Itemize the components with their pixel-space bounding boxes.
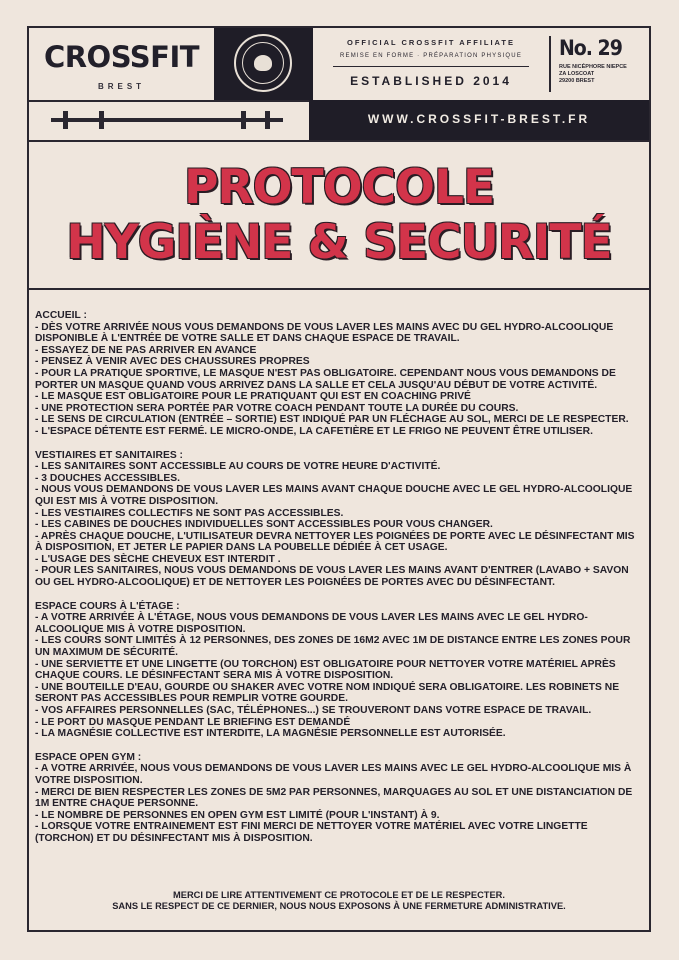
section-gap xyxy=(35,438,641,450)
header-row-2 xyxy=(29,100,649,142)
section xyxy=(35,450,641,589)
section-title: VESTIAIRES ET SANITAIRES : xyxy=(35,449,183,461)
footer-line: MERCI DE LIRE ATTENTIVEMENT CE PROTOCOLE ET DE LE RESPECTER. xyxy=(173,890,505,900)
affiliate-label: OFFICIAL CROSSFIT AFFILIATE xyxy=(346,38,516,47)
section xyxy=(35,310,641,438)
section-gap xyxy=(35,740,641,752)
list-item: - LES CABINES DE DOUCHES INDIVIDUELLES SONT ACCESSIBLES POUR VOUS CHANGER. xyxy=(35,519,493,531)
tagline: REMISE EN FORME · PRÉPARATION PHYSIQUE xyxy=(339,53,523,59)
address-line: ZA LOSCOAT xyxy=(559,71,595,77)
logo-box xyxy=(214,28,313,100)
address-line: RUE NICÉPHORE NIEPCE xyxy=(559,64,627,70)
list-item: - PENSEZ À VENIR AVEC DES CHAUSSURES PROPRES xyxy=(35,356,310,368)
list-item: - UNE BOUTEILLE D'EAU, GOURDE OU SHAKER AVEC VOTRE NOM INDIQUÉ SERA OBLIGATOIRE. LES ROBINETS NE SERONT PAS ACCESSIBLES POUR REMPLIR VOTRE GOURDE. xyxy=(35,681,620,705)
address-line: 29200 BREST xyxy=(559,78,595,84)
list-item: - L'ESPACE DÉTENTE EST FERMÉ. LE MICRO-ONDE, LA CAFETIÈRE ET LE FRIGO NE PEUVENT ÊTRE UTILISER. xyxy=(35,425,593,437)
brand-subtitle: BREST xyxy=(97,82,146,91)
list-item: - LE MASQUE EST OBLIGATOIRE POUR LE PRATIQUANT QUI EST EN COACHING PRIVÉ xyxy=(35,391,471,403)
section-gap xyxy=(35,589,641,601)
list-item: - LES VESTIAIRES COLLECTIFS NE SONT PAS ACCESSIBLES. xyxy=(35,507,344,519)
list-item: - A VOTRE ARRIVÉE, NOUS VOUS DEMANDONS DE VOUS LAVER LES MAINS AVEC LE GEL HYDRO-ALCOOLIQUE MIS À VOTRE DISPOSITION. xyxy=(35,763,632,786)
list-item: - LES SANITAIRES SONT ACCESSIBLE AU COURS DE VOTRE HEURE D'ACTIVITÉ. xyxy=(35,461,441,473)
list-item: - L'USAGE DES SÈCHE CHEVEUX EST INTERDIT . xyxy=(35,553,281,565)
list-item: - LA MAGNÉSIE COLLECTIVE EST INTERDITE, LA MAGNÉSIE PERSONNELLE EST AUTORISÉE. xyxy=(35,728,506,740)
list-item: - DÈS VOTRE ARRIVÉE NOUS VOUS DEMANDONS DE VOUS LAVER LES MAINS AVEC DU GEL HYDRO-ALCOOLIQUE DISPONIBLE À L'ENTRÉE DE VOTRE SALLE ET DANS CHAQUE ESPACE DE TRAVAIL. xyxy=(35,321,614,345)
list-item: - APRÈS CHAQUE DOUCHE, L'UTILISATEUR DEVRA NETTOYER LES POIGNÉES DE PORTE AVEC LE DÉSINFECTANT MIS À DISPOSITION, ET JETER LE PAPIER DANS LA POUBELLE DÉDIÉE À CET USAGE. xyxy=(35,530,635,554)
barbell-icon xyxy=(29,100,309,140)
list-item: - LORSQUE VOTRE ENTRAINEMENT EST FINI MERCI DE NETTOYER VOTRE MATÉRIEL AVEC VOTRE LINGETTE (TORCHON) ET DU DÉSINFECTANT MIS À DISPOSITION. xyxy=(35,821,588,844)
list-item: - POUR LES SANITAIRES, NOUS VOUS DEMANDONS DE VOUS LAVER LES MAINS AVANT D'ENTRER (LAVABO + SAVON OU GEL HYDRO-ALCOOLIQUE) ET DE NETTOYER LES POIGNÉES DE PORTES AVEC DU DÉSINFECTANT. xyxy=(35,565,629,589)
list-item: - LE PORT DU MASQUE PENDANT LE BRIEFING EST DEMANDÉ xyxy=(35,716,351,728)
issue-number: No. 29 xyxy=(559,36,622,60)
website-box xyxy=(309,100,649,140)
footer-note xyxy=(29,890,649,912)
list-item: - NOUS VOUS DEMANDONS DE VOUS LAVER LES MAINS AVANT CHAQUE DOUCHE AVEC LE GEL HYDRO-ALCOOLIQUE QUI EST MIS À VOTRE DISPOSITION. xyxy=(35,484,633,507)
footer-line: SANS LE RESPECT DE CE DERNIER, NOUS NOUS EXPOSONS À UNE FERMETURE ADMINISTRATIVE. xyxy=(112,901,566,911)
list-item: - LE NOMBRE DE PERSONNES EN OPEN GYM EST LIMITÉ (POUR L'INSTANT) À 9. xyxy=(35,809,440,821)
brand-name: CROSSFIT xyxy=(43,40,200,74)
page-title-line-1: PROTOCOLE xyxy=(183,160,495,215)
website-url[interactable]: WWW.CROSSFIT-BREST.FR xyxy=(367,112,591,126)
section-title: ESPACE COURS À L'ÉTAGE : xyxy=(35,600,180,612)
list-item: - MERCI DE BIEN RESPECTER LES ZONES DE 5M2 PAR PERSONNES, MARQUAGES AU SOL ET UNE DISTANCIATION DE 1M ENTRE CHAQUE PERSONNE. xyxy=(35,786,633,810)
protocol-content xyxy=(35,310,641,845)
list-item: - ESSAYEZ DE NE PAS ARRIVER EN AVANCE xyxy=(35,344,257,356)
divider xyxy=(29,288,649,290)
list-item: - LES COURS SONT LIMITÉS À 12 PERSONNES, DES ZONES DE 16M2 AVEC 1M DE DISTANCE ENTRE LES ZONES POUR UN MAXIMUM DE SÉCURITÉ. xyxy=(35,635,631,659)
list-item: - 3 DOUCHES ACCESSIBLES. xyxy=(35,472,180,484)
issue-block xyxy=(549,36,645,92)
header xyxy=(29,28,649,102)
list-item: - A VOTRE ARRIVÉE À L'ÉTAGE, NOUS VOUS DEMANDONS DE VOUS LAVER LES MAINS AVEC LE GEL HYDRO-ALCOOLIQUE MIS À VOTRE DISPOSITION. xyxy=(35,612,588,635)
kettlebell-logo-icon xyxy=(234,34,292,92)
section-title: ACCUEIL : xyxy=(35,310,87,321)
poster-frame xyxy=(27,26,651,932)
divider xyxy=(333,66,529,67)
section-title: ESPACE OPEN GYM : xyxy=(35,751,142,763)
brand xyxy=(29,28,214,100)
page-title-line-2: HYGIÈNE & SECURITÉ xyxy=(66,215,612,270)
section xyxy=(35,601,641,740)
list-item: - UNE PROTECTION SERA PORTÉE PAR VOTRE COACH PENDANT TOUTE LA DURÉE DU COURS. xyxy=(35,402,519,414)
established-label: ESTABLISHED 2014 xyxy=(350,74,512,88)
affiliate-info xyxy=(313,28,549,100)
list-item: - POUR LA PRATIQUE SPORTIVE, LE MASQUE N'EST PAS OBLIGATOIRE. CEPENDANT NOUS VOUS DEMANDONS DE PORTER UN MASQUE QUAND VOUS ARRIVEZ DANS LA SALLE ET CELA JUSQU'AU DÉBUT DE VOTRE ACTIVITÉ. xyxy=(35,367,616,391)
list-item: - LE SENS DE CIRCULATION (ENTRÉE – SORTIE) EST INDIQUÉ PAR UN FLÉCHAGE AU SOL, MERCI DE LE RESPECTER. xyxy=(35,414,629,426)
list-item: - UNE SERVIETTE ET UNE LINGETTE (OU TORCHON) EST OBLIGATOIRE POUR NETTOYER VOTRE MATÉRIEL APRÈS CHAQUE COURS. LE DÉSINFECTANT SERA MIS À VOTRE DISPOSITION. xyxy=(35,658,616,682)
list-item: - VOS AFFAIRES PERSONNELLES (SAC, TÉLÉPHONES...) SE TROUVERONT DANS VOTRE ESPACE DE TRAVAIL. xyxy=(35,705,592,716)
section xyxy=(35,752,641,845)
